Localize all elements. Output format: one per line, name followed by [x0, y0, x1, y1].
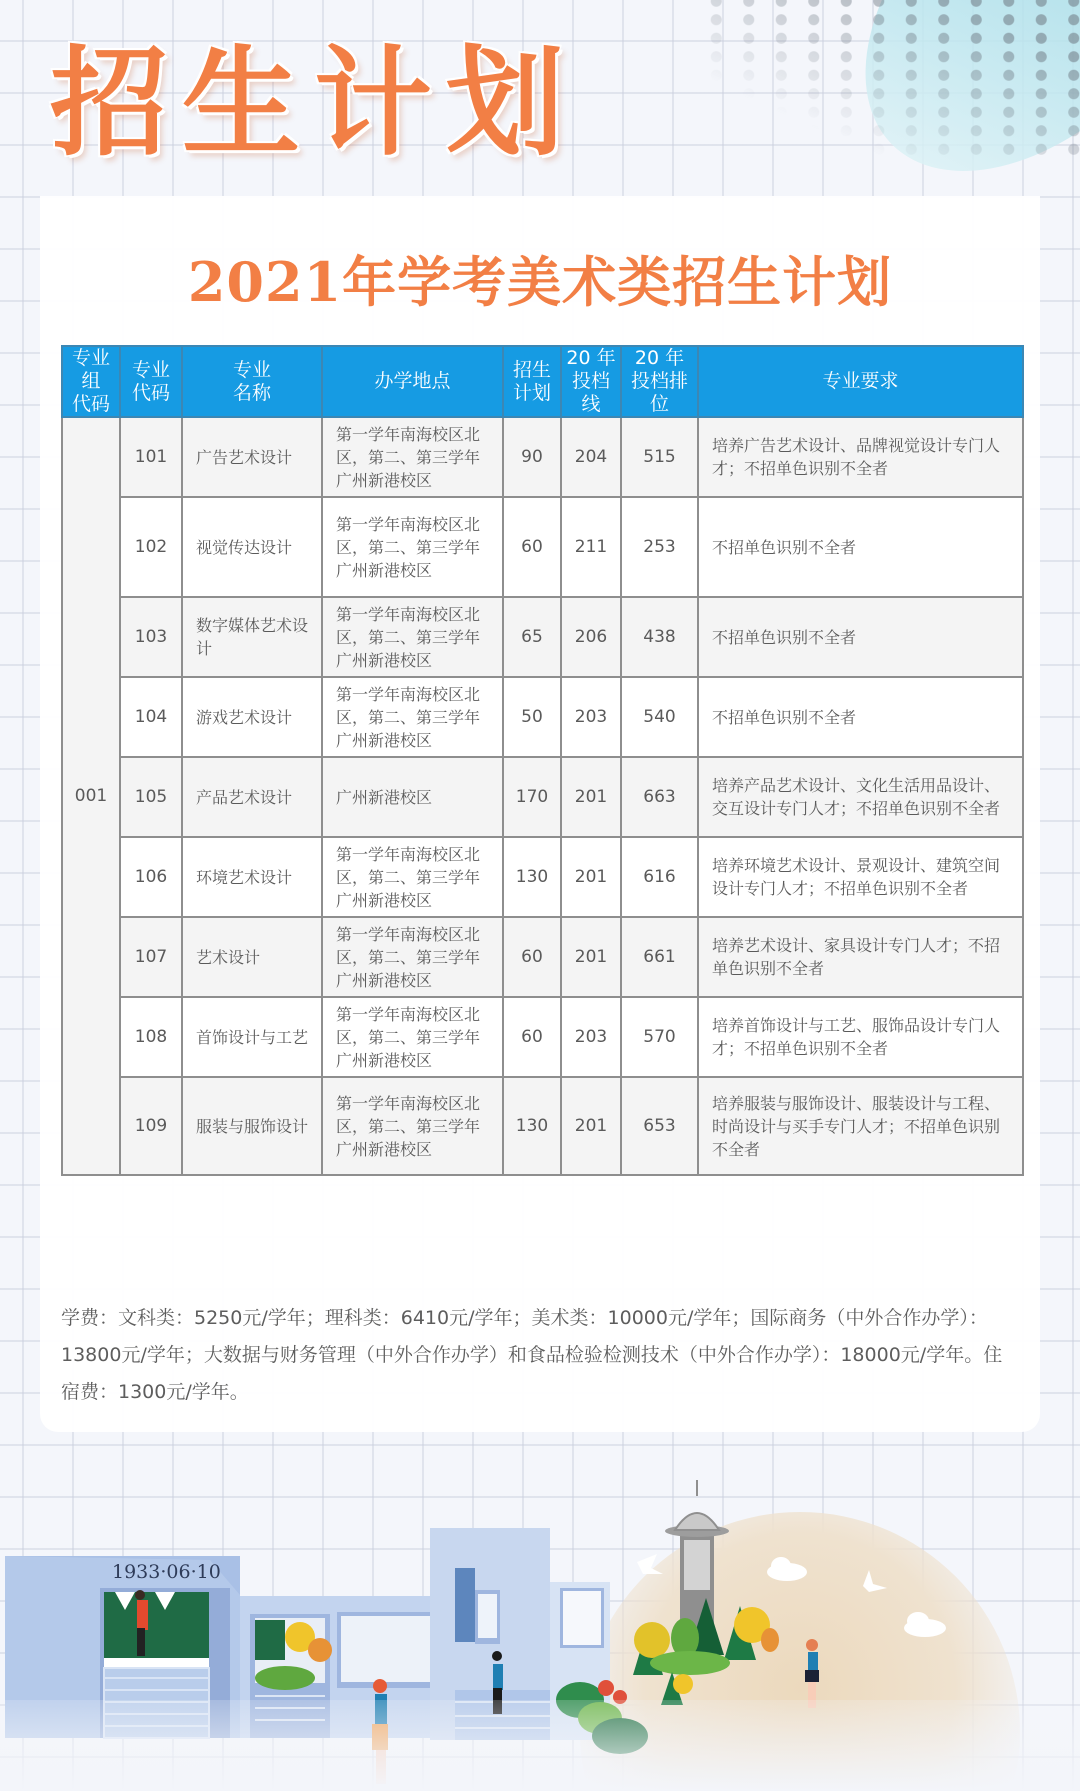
score-line-cell: 201 [561, 917, 621, 997]
column-header-rank [621, 346, 698, 417]
major-code-cell: 103 [120, 597, 182, 677]
major-code-cell: 109 [120, 1077, 182, 1175]
score-line-cell: 201 [561, 837, 621, 917]
birds [637, 1554, 887, 1592]
column-header-line: 名称 [232, 381, 271, 404]
column-header-line: 投档线 [571, 370, 610, 415]
plan-cell: 65 [503, 597, 561, 677]
location-cell: 第一学年南海校区北区，第二、第三学年广州新港校区 [322, 917, 503, 997]
major-code-cell: 108 [120, 997, 182, 1077]
location-cell: 第一学年南海校区北区，第二、第三学年广州新港校区 [322, 497, 503, 597]
plan-cell: 130 [503, 1077, 561, 1175]
trees [633, 1598, 779, 1705]
requirements-cell: 培养产品艺术设计、文化生活用品设计、交互设计专门人才；不招单色识别不全者 [698, 757, 1023, 837]
requirements-cell: 培养广告艺术设计、品牌视觉设计专门人才；不招单色识别不全者 [698, 417, 1023, 497]
table-row [62, 597, 1023, 677]
major-name-cell: 产品艺术设计 [182, 757, 322, 837]
rank-cell: 438 [621, 597, 698, 677]
table-row [62, 917, 1023, 997]
location-cell: 广州新港校区 [322, 757, 503, 837]
table-header-row [62, 346, 1023, 417]
column-header-major-code [120, 346, 182, 417]
location-cell: 第一学年南海校区北区，第二、第三学年广州新港校区 [322, 997, 503, 1077]
major-code-cell: 102 [120, 497, 182, 597]
major-name-cell: 广告艺术设计 [182, 417, 322, 497]
major-code-cell: 107 [120, 917, 182, 997]
major-name-cell: 数字媒体艺术设计 [182, 597, 322, 677]
rank-cell: 616 [621, 837, 698, 917]
table-row [62, 997, 1023, 1077]
column-header-line: 代码 [71, 393, 110, 415]
plan-cell: 130 [503, 837, 561, 917]
major-name-cell: 服装与服饰设计 [182, 1077, 322, 1175]
table-row [62, 417, 1023, 497]
rank-cell: 515 [621, 417, 698, 497]
major-code-cell: 106 [120, 837, 182, 917]
main-title: 招生计划 [50, 33, 579, 172]
requirements-cell: 不招单色识别不全者 [698, 677, 1023, 757]
rank-cell: 540 [621, 677, 698, 757]
location-cell: 第一学年南海校区北区，第二、第三学年广州新港校区 [322, 837, 503, 917]
dot-pattern [700, 0, 1080, 162]
score-line-cell: 203 [561, 997, 621, 1077]
major-name-cell: 艺术设计 [182, 917, 322, 997]
column-header-plan [503, 346, 561, 417]
location-cell: 第一学年南海校区北区，第二、第三学年广州新港校区 [322, 1077, 503, 1175]
rank-cell: 653 [621, 1077, 698, 1175]
tuition-fee-note: 学费：文科类：5250元/学年；理科类：6410元/学年；美术类：10000元/学年；国际商务（中外合作办学）：13800元/学年；大数据与财务管理（中外合作办学）和食品检验检测技术（中外合作办学）：18000元/学年。住宿费：1300元/学年。 [61, 1307, 1003, 1403]
gate-date-text: 1933·06·10 [112, 1561, 221, 1583]
major-name-cell: 环境艺术设计 [182, 837, 322, 917]
column-header-line: 招生 [512, 358, 551, 381]
requirements-cell: 不招单色识别不全者 [698, 497, 1023, 597]
major-name-cell: 游戏艺术设计 [182, 677, 322, 757]
major-code-cell: 101 [120, 417, 182, 497]
score-line-cell: 201 [561, 1077, 621, 1175]
requirements-cell: 培养服装与服饰设计、服装设计与工程、时尚设计与买手专门人才；不招单色识别不全者 [698, 1077, 1023, 1175]
plan-cell: 170 [503, 757, 561, 837]
column-header-location [322, 346, 503, 417]
column-header-line: 办学地点 [374, 370, 451, 392]
column-header-score-line [561, 346, 621, 417]
table-row [62, 757, 1023, 837]
plan-cell: 60 [503, 497, 561, 597]
column-header-line: 20 年 [566, 347, 616, 369]
clouds [767, 1557, 946, 1637]
major-name-cell: 视觉传达设计 [182, 497, 322, 597]
major-code-cell: 105 [120, 757, 182, 837]
requirements-cell: 不招单色识别不全者 [698, 597, 1023, 677]
major-name-cell: 首饰设计与工艺 [182, 997, 322, 1077]
plan-cell: 60 [503, 997, 561, 1077]
column-header-line: 代码 [131, 381, 170, 404]
column-header-line: 专业组 [71, 347, 110, 392]
observation-tower [665, 1480, 729, 1637]
location-cell: 第一学年南海校区北区，第二、第三学年广州新港校区 [322, 417, 503, 497]
column-header-line: 投档排位 [630, 370, 688, 415]
score-line-cell: 204 [561, 417, 621, 497]
requirements-cell: 培养艺术设计、家具设计专门人才；不招单色识别不全者 [698, 917, 1023, 997]
table-row [62, 677, 1023, 757]
column-header-major-name [182, 346, 322, 417]
score-line-cell: 206 [561, 597, 621, 677]
column-header-group-code [62, 346, 120, 417]
rank-cell: 253 [621, 497, 698, 597]
rank-cell: 661 [621, 917, 698, 997]
column-header-requirements [698, 346, 1023, 417]
rank-cell: 570 [621, 997, 698, 1077]
requirements-cell: 培养环境艺术设计、景观设计、建筑空间设计专门人才；不招单色识别不全者 [698, 837, 1023, 917]
score-line-cell: 203 [561, 677, 621, 757]
plan-cell: 50 [503, 677, 561, 757]
ground-fade [0, 1700, 1080, 1791]
column-header-line: 专业 [232, 358, 271, 381]
column-header-line: 20 年 [634, 347, 685, 369]
table-row [62, 1077, 1023, 1175]
location-cell: 第一学年南海校区北区，第二、第三学年广州新港校区 [322, 597, 503, 677]
major-code-cell: 104 [120, 677, 182, 757]
column-header-line: 专业要求 [822, 370, 899, 392]
plan-cell: 90 [503, 417, 561, 497]
column-header-line: 专业 [131, 358, 170, 381]
requirements-cell: 培养首饰设计与工艺、服饰品设计专门人才；不招单色识别不全者 [698, 997, 1023, 1077]
table-row [62, 497, 1023, 597]
enrollment-plan-table [61, 345, 1024, 1176]
location-cell: 第一学年南海校区北区，第二、第三学年广州新港校区 [322, 677, 503, 757]
sub-title: 2021年学考美术类招生计划 [187, 250, 893, 314]
plan-cell: 60 [503, 917, 561, 997]
rank-cell: 663 [621, 757, 698, 837]
score-line-cell: 201 [561, 757, 621, 837]
group-code-cell: 001 [62, 417, 120, 1175]
score-line-cell: 211 [561, 497, 621, 597]
table-row [62, 837, 1023, 917]
column-header-line: 计划 [512, 381, 551, 404]
